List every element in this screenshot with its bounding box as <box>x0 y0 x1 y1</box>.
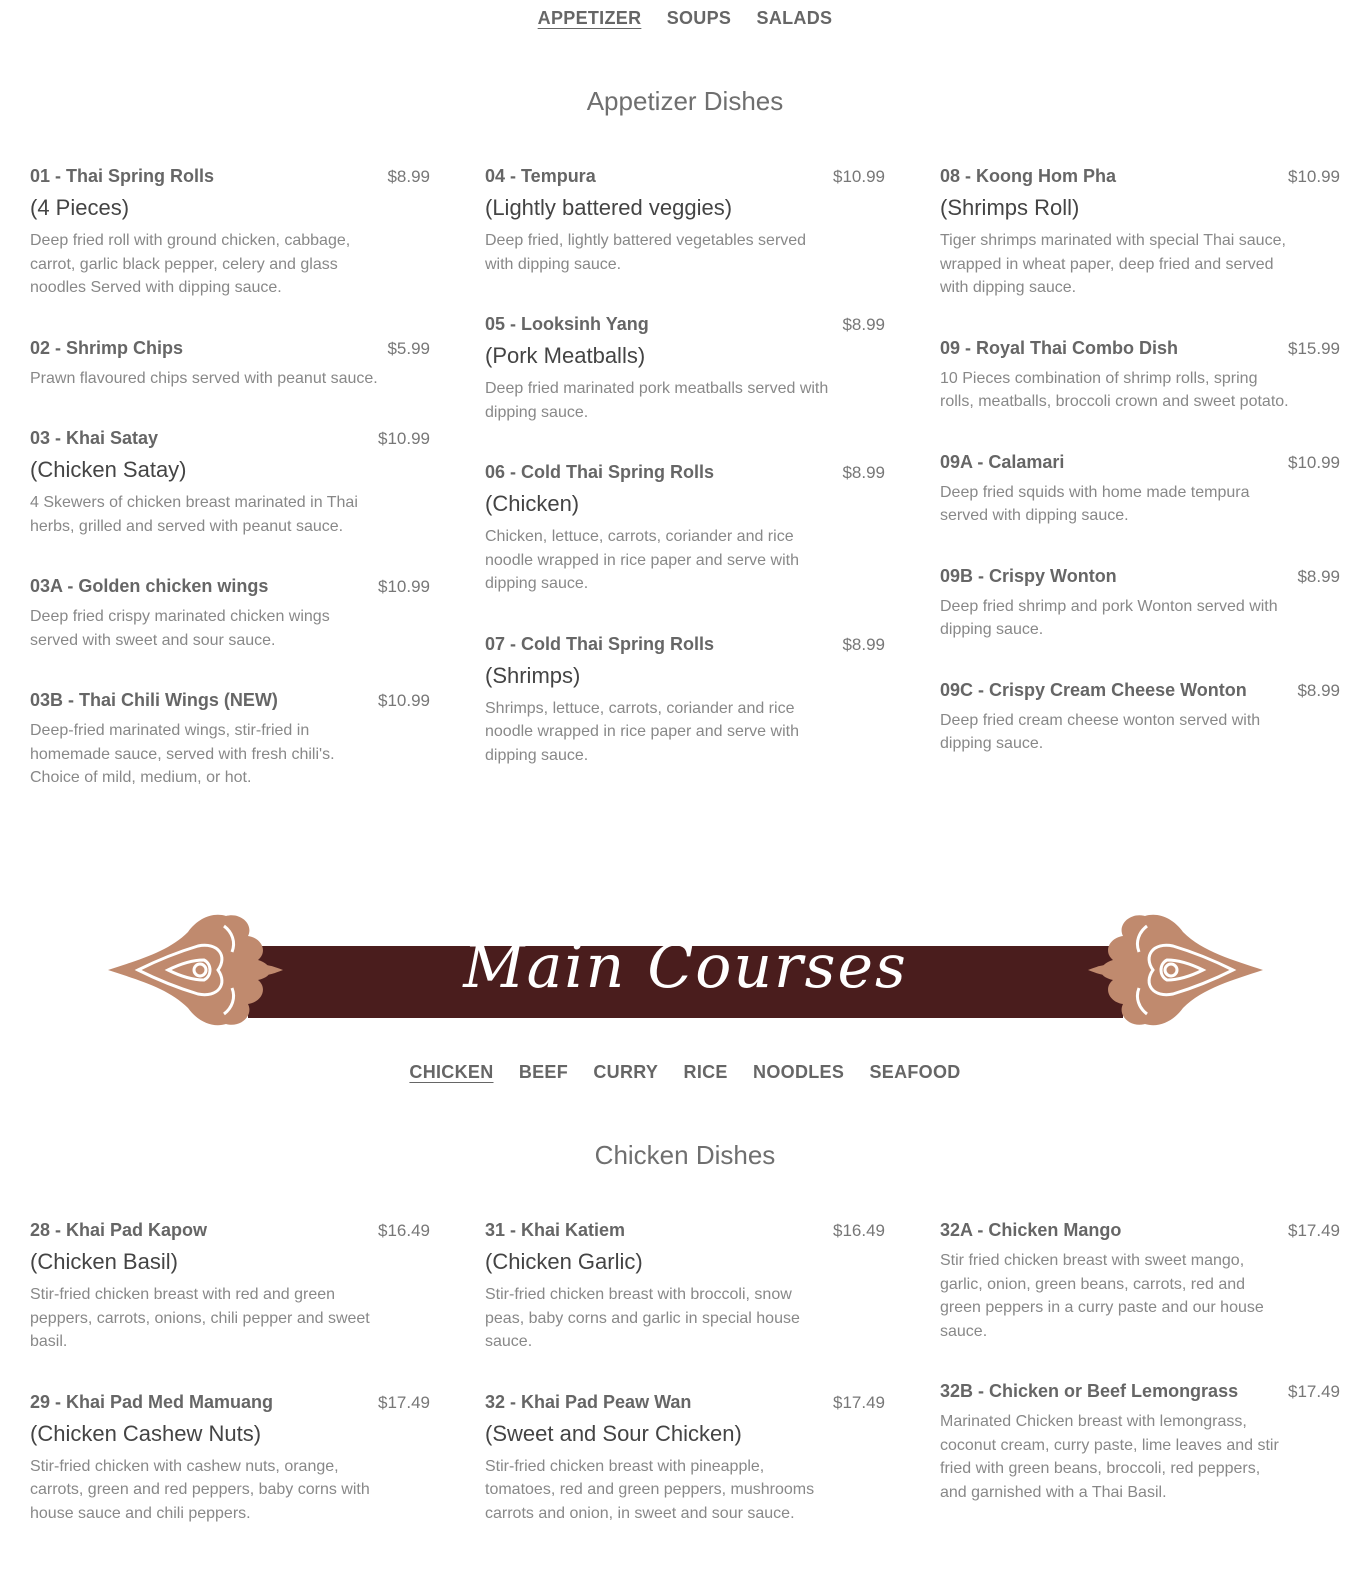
menu-item-subtitle: (Chicken Cashew Nuts) <box>30 1420 262 1446</box>
tab-salads[interactable]: SALADS <box>756 8 833 28</box>
menu-item-price: $8.99 <box>842 315 885 334</box>
menu-item-price: $10.99 <box>1288 452 1340 472</box>
tab-beef[interactable]: BEEF <box>518 1062 569 1082</box>
menu-item-price: $8.99 <box>387 167 430 186</box>
menu-item-description: Deep-fried marinated wings, stir-fried in homemade sauce, served with fresh chili's. Choice of mild, medium, or hot. <box>30 722 335 786</box>
appetizer-column-3 <box>940 166 1340 756</box>
menu-item-description: 4 Skewers of chicken breast marinated in Thai herbs, grilled and served with peanut sauce. <box>30 494 358 535</box>
menu-item-price: $16.49 <box>833 1221 885 1240</box>
menu-item-name: 32A - Chicken Mango <box>940 1220 1122 1240</box>
menu-item <box>940 1220 1340 1343</box>
menu-item-description: Stir-fried chicken breast with broccoli, snow peas, baby corns and garlic in special house sauce. <box>485 1286 800 1350</box>
menu-item <box>485 166 885 276</box>
menu-item-subtitle: (4 Pieces) <box>30 195 130 220</box>
menu-item <box>30 690 430 790</box>
menu-item-description: Deep fried squids with home made tempura served with dipping sauce. <box>940 483 1250 524</box>
menu-item-price: $8.99 <box>1297 566 1340 586</box>
menu-item-description: 10 Pieces combination of shrimp rolls, spring rolls, meatballs, broccoli crown and sweet potato. <box>940 369 1289 410</box>
appetizer-category-tabs <box>0 8 1370 29</box>
menu-item-description: Stir-fried chicken breast with red and green peppers, carrots, onions, chili pepper and sweet basil. <box>30 1286 370 1350</box>
menu-item-name: 03A - Golden chicken wings <box>30 576 269 596</box>
menu-item <box>485 1220 885 1354</box>
menu-item <box>940 166 1340 300</box>
menu-item-description: Deep fried cream cheese wonton served with dipping sauce. <box>940 711 1261 752</box>
menu-item <box>485 462 885 596</box>
menu-item-description: Stir-fried chicken with cashew nuts, orange, carrots, green and red peppers, baby corns with house sauce and chili peppers. <box>30 1457 370 1522</box>
menu-item-name: 07 - Cold Thai Spring Rolls <box>485 633 715 654</box>
menu-item-name: 09A - Calamari <box>940 451 1065 472</box>
appetizer-column-2 <box>485 166 885 767</box>
appetizer-column-1 <box>30 166 430 790</box>
menu-item-subtitle: (Chicken Garlic) <box>485 1249 643 1274</box>
menu-item-name: 29 - Khai Pad Med Mamuang <box>30 1391 274 1412</box>
menu-item-price: $10.99 <box>1288 167 1340 186</box>
menu-item-price: $8.99 <box>842 634 885 654</box>
menu-item <box>30 1220 430 1354</box>
menu-item-name: 32 - Khai Pad Peaw Wan <box>485 1391 692 1412</box>
menu-item <box>30 338 430 391</box>
menu-item-description: Deep fried, lightly battered vegetables served with dipping sauce. <box>485 232 807 273</box>
menu-item-subtitle: (Sweet and Sour Chicken) <box>485 1420 742 1446</box>
menu-item <box>940 566 1340 642</box>
menu-item-subtitle: (Chicken Basil) <box>30 1249 178 1274</box>
menu-item <box>485 1392 885 1526</box>
menu-item-price: $8.99 <box>1297 680 1340 700</box>
menu-item-description: Prawn flavoured chips served with peanut sauce. <box>30 369 378 387</box>
menu-item-name: 09C - Crispy Cream Cheese Wonton <box>940 679 1247 700</box>
menu-item-name: 03 - Khai Satay <box>30 428 159 448</box>
menu-item-name: 05 - Looksinh Yang <box>485 314 649 334</box>
menu-item-price: $17.49 <box>378 1392 430 1412</box>
menu-item-subtitle: (Shrimps Roll) <box>940 195 1080 220</box>
menu-item-name: 03B - Thai Chili Wings (NEW) <box>30 690 278 710</box>
menu-item-price: $10.99 <box>833 167 885 186</box>
main-courses-banner <box>108 912 1263 1028</box>
chicken-column-2 <box>485 1220 885 1525</box>
menu-item <box>485 314 885 424</box>
menu-item-description: Deep fried roll with ground chicken, cabbage, carrot, garlic black pepper, celery and glass noodles Served with dipping sauce. <box>30 232 351 296</box>
menu-item-price: $5.99 <box>387 338 430 358</box>
tab-seafood[interactable]: SEAFOOD <box>869 1062 961 1082</box>
menu-item-subtitle: (Chicken) <box>485 491 580 516</box>
tab-rice[interactable]: RICE <box>683 1062 728 1082</box>
menu-item-price: $16.49 <box>378 1221 430 1240</box>
menu-item-price: $10.99 <box>378 429 430 448</box>
main-course-category-tabs <box>0 1062 1370 1083</box>
chicken-section-title: Chicken Dishes <box>594 1140 776 1170</box>
menu-item-name: 09B - Crispy Wonton <box>940 565 1117 586</box>
chicken-column-1 <box>30 1220 430 1525</box>
menu-item-description: Chicken, lettuce, carrots, coriander and rice noodle wrapped in rice paper and serve with dipping sauce. <box>485 528 799 592</box>
menu-item-description: Stir-fried chicken breast with pineapple, tomatoes, red and green peppers, mushrooms carrots and onion, in sweet and sour sauce. <box>485 1457 815 1522</box>
menu-item <box>30 576 430 652</box>
menu-item-name: 02 - Shrimp Chips <box>30 337 184 358</box>
tab-chicken[interactable]: CHICKEN <box>409 1062 494 1082</box>
chicken-column-3 <box>940 1220 1340 1504</box>
menu-item-description: Stir fried chicken breast with sweet mango, garlic, onion, green beans, carrots, red and green peppers in a curry paste and our house sauce. <box>940 1252 1264 1340</box>
menu-item-description: Deep fried shrimp and pork Wonton served with dipping sauce. <box>940 597 1278 638</box>
menu-item-subtitle: (Pork Meatballs) <box>485 343 646 368</box>
menu-item-description: Deep fried marinated pork meatballs served with dipping sauce. <box>485 380 829 421</box>
menu-item-description: Deep fried crispy marinated chicken wings served with sweet and sour sauce. <box>30 608 330 649</box>
menu-item-price: $17.49 <box>1288 1221 1340 1240</box>
menu-item-name: 31 - Khai Katiem <box>485 1220 626 1240</box>
menu-item <box>30 1392 430 1526</box>
menu-item-price: $15.99 <box>1288 338 1340 358</box>
menu-item-subtitle: (Shrimps) <box>485 662 581 688</box>
menu-item-name: 09 - Royal Thai Combo Dish <box>940 337 1179 358</box>
menu-item <box>30 428 430 538</box>
menu-item-price: $17.49 <box>1288 1382 1340 1401</box>
menu-item-name: 06 - Cold Thai Spring Rolls <box>485 462 715 482</box>
menu-item <box>940 338 1340 414</box>
menu-item-name: 04 - Tempura <box>485 166 596 186</box>
tab-noodles[interactable]: NOODLES <box>753 1062 845 1082</box>
menu-item-price: $8.99 <box>842 463 885 482</box>
menu-item-name: 01 - Thai Spring Rolls <box>30 166 215 186</box>
menu-item <box>940 680 1340 756</box>
menu-item-price: $17.49 <box>833 1392 885 1412</box>
menu-item <box>940 452 1340 528</box>
menu-item <box>940 1381 1340 1504</box>
menu-item-name: 08 - Koong Hom Pha <box>940 166 1117 186</box>
menu-item-name: 28 - Khai Pad Kapow <box>30 1220 208 1240</box>
tab-curry[interactable]: CURRY <box>593 1062 659 1082</box>
appetizer-section-title: Appetizer Dishes <box>586 86 784 116</box>
menu-item-price: $10.99 <box>378 577 430 596</box>
tab-soups[interactable]: SOUPS <box>666 8 732 28</box>
menu-item <box>30 166 430 300</box>
menu-item-subtitle: (Chicken Satay) <box>30 457 187 482</box>
tab-appetizer[interactable]: APPETIZER <box>537 8 642 28</box>
menu-item-subtitle: (Lightly battered veggies) <box>485 195 733 220</box>
menu-item-price: $10.99 <box>378 691 430 710</box>
main-courses-title: Main Courses <box>463 932 908 1002</box>
menu-item <box>485 634 885 768</box>
menu-item-description: Marinated Chicken breast with lemongrass, coconut cream, curry paste, lime leaves and stir fried with green beans, broccoli, red peppers, and garnished with a Thai Basil. <box>940 1413 1279 1501</box>
menu-item-name: 32B - Chicken or Beef Lemongrass <box>940 1381 1239 1401</box>
menu-item-description: Shrimps, lettuce, carrots, coriander and rice noodle wrapped in rice paper and serve with dipping sauce. <box>485 699 799 764</box>
menu-item-description: Tiger shrimps marinated with special Thai sauce, wrapped in wheat paper, deep fried and served with dipping sauce. <box>940 232 1286 296</box>
